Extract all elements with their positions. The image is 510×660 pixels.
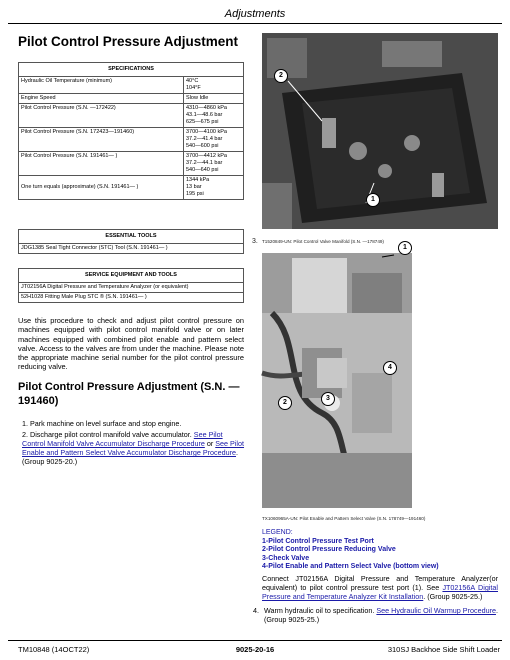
legend [262, 529, 498, 572]
step-2 [22, 430, 246, 466]
oil-warmup-link[interactable]: See Hydraulic Oil Warmup Procedure [376, 606, 496, 615]
valve-illustration [262, 253, 412, 508]
legend-item: 4-Pilot Enable and Pattern Select Valve (bottom view) [262, 563, 439, 571]
footer-right: 310SJ Backhoe Side Shift Loader [387, 645, 500, 654]
step-text: . (Group 9025-25.) [423, 592, 483, 601]
manifold-illustration [262, 33, 498, 229]
callout-1: 1 [366, 193, 380, 207]
page-title: Pilot Control Pressure Adjustment [18, 34, 239, 49]
service-tools-heading: SERVICE EQUIPMENT AND TOOLS [19, 269, 244, 283]
table-row [19, 104, 244, 128]
callout-3: 3 [321, 392, 335, 406]
intro-paragraph: Use this procedure to check and adjust pilot control pressure on machines equipped with pilot control manifold valve or on later machines equipped with combined pilot enable and pattern select valve. Access to the valves are from under the machine. Please note the appropriate machine serial number for the pilot control pressure reducing valve. [18, 316, 244, 372]
figure1-number: 3. [252, 238, 258, 245]
step-3 [262, 574, 498, 601]
legend-item: 1-Pilot Control Pressure Test Port [262, 537, 374, 545]
section-header: Adjustments [224, 8, 286, 20]
spec-label: One turn equals (approximate) (S.N. 191461— ) [19, 176, 184, 200]
footer-rule [8, 640, 502, 641]
step-number: 2. [22, 430, 28, 439]
table-row [19, 128, 244, 152]
legend-item: 2-Pilot Control Pressure Reducing Valve [262, 546, 396, 554]
table-row [19, 94, 244, 104]
step-text: Discharge pilot control manifold valve accumulator. [30, 430, 192, 439]
table-row [19, 77, 244, 94]
step-4-number: 4. [253, 606, 259, 615]
spec-value: 3700—4412 kPa 37.2—44.1 bar 540—640 psi [184, 152, 244, 176]
specs-heading: SPECIFICATIONS [19, 63, 244, 77]
callout-1: 1 [398, 241, 412, 255]
table-row [19, 152, 244, 176]
spec-value: 4310—4860 kPa 43.1—48.6 bar 625—675 psi [184, 104, 244, 128]
spec-label: Pilot Control Pressure (S.N. 172423—191460) [19, 128, 184, 152]
spec-value: Slow Idle [184, 94, 244, 104]
step-text: Warm hydraulic oil to specification. [264, 606, 375, 615]
spec-label: Pilot Control Pressure (S.N. 191461— ) [19, 152, 184, 176]
section-subheading: Pilot Control Pressure Adjustment (S.N. —191460) [18, 381, 240, 407]
spec-label: Engine Speed [19, 94, 184, 104]
tool-item: JDG1385 Seal Tight Connector (STC) Tool (S.N. 191461— ) [19, 244, 244, 254]
legend-item: 3-Check Valve [262, 554, 310, 562]
step-1: 1. Park machine on level surface and stop engine. [22, 419, 182, 428]
pilot-enable-pattern-select-valve-photo [262, 244, 412, 508]
step-text: . (Group 9025-20.) [22, 448, 239, 466]
pilot-control-valve-manifold-photo [262, 33, 498, 229]
step-text: . (Group 9025-25.) [264, 606, 498, 624]
specifications-table [18, 62, 244, 200]
spec-label: Hydraulic Oil Temperature (minimum) [19, 77, 184, 94]
legend-title: LEGEND: [262, 529, 293, 536]
figure2-caption: TX1060965A-UN: Pilot Enable and Pattern Select Valve (S.N. 178749—191460) [262, 516, 426, 521]
tool-item: JT02156A Digital Pressure and Temperature Analyzer (or equivalent) [19, 283, 244, 293]
callout-2: 2 [274, 69, 288, 83]
figure2-whitespace [412, 253, 498, 508]
header-rule [8, 23, 502, 24]
callout-2: 2 [278, 396, 292, 410]
figure1-caption: T1520849-UN: Pilot Control Valve Manifold (S.N. —178749) [262, 239, 384, 244]
footer-center: 9025-20-16 [235, 645, 275, 654]
accumulator-discharge-link[interactable]: See Pilot Control Manifold Valve Accumulator Discharge Procedure [22, 430, 223, 448]
service-tools-table [18, 268, 244, 303]
analyzer-kit-link[interactable]: JT02156A Digital Pressure and Temperature Analyzer Kit Installation [262, 583, 498, 601]
footer-left: TM10848 (14OCT22) [18, 645, 90, 654]
table-row [19, 176, 244, 200]
essential-tools-table [18, 229, 244, 254]
spec-value: 40°C 104°F [184, 77, 244, 94]
tool-item: 52H1028 Fitting Male Plug STC ® (S.N. 191461— ) [19, 293, 244, 303]
pattern-select-discharge-link[interactable]: See Pilot Enable and Pattern Select Valve Accumulator Discharge Procedure [22, 439, 245, 457]
step-text: Connect JT02156A Digital Pressure and Temperature Analyzer(or equivalent) to pilot control pressure test port (1). See [262, 574, 498, 592]
step-text: or [206, 439, 214, 448]
spec-label: Pilot Control Pressure (S.N. —172422) [19, 104, 184, 128]
callout-4: 4 [383, 361, 397, 375]
spec-value: 1344 kPa 13 bar 195 psi [184, 176, 244, 200]
step-4 [264, 606, 500, 624]
essential-tools-heading: ESSENTIAL TOOLS [19, 230, 244, 244]
spec-value: 3700—4100 kPa 37.2—41.4 bar 540—600 psi [184, 128, 244, 152]
